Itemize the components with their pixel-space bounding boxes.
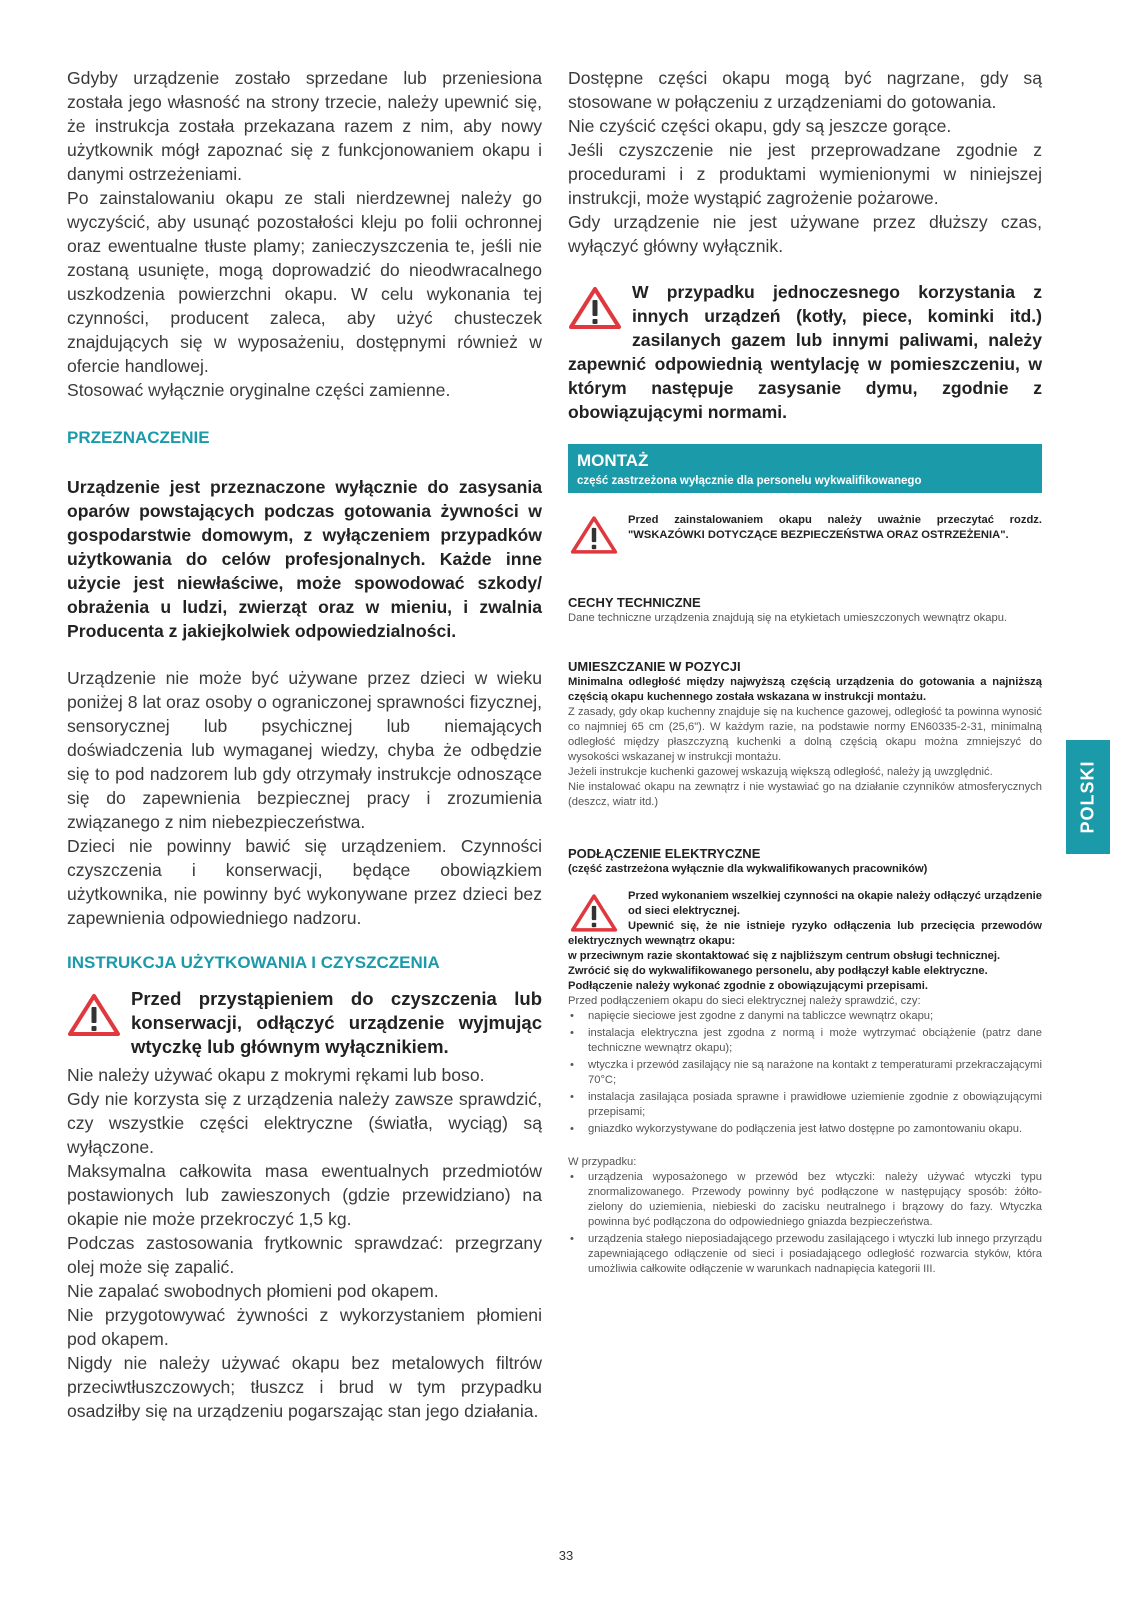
right-column xyxy=(568,66,1042,1279)
instruction-line: Podczas zastosowania frytkownic sprawdzać: przegrzany olej może się zapalić. xyxy=(67,1233,542,1277)
language-tab-label: POLSKI xyxy=(1077,760,1098,834)
list-item: • urządzenia stałego nieposiadającego przewodu zasilającego i wtyczki lub innego przyrządu zapewniającego odłączenie od sieci i posiadającego odległość rozwarcia styków, która umożliwia całkowite odłączenie w warunkach nadnapięcia kategorii III. xyxy=(588,1232,1042,1277)
warning-triangle-icon xyxy=(568,286,622,330)
warning-text-read: Przed zainstalowaniem okapu należy uważnie przeczytać rozdz. "WSKAZÓWKI DOTYCZĄCE BEZPIECZEŃSTWA ORAZ OSTRZEŻENIA". xyxy=(628,514,1042,541)
paragraph-cleaning-steel: Po zainstalowaniu okapu ze stali nierdzewnej należy go wyczyścić, aby usunąć pozostałości kleju po folii ochronnej oraz ewentualne tłuste plamy; zanieczyszczenia te, jeśli nie zostaną usunięte, mogą doprowadzić do nieodwracalnego uszkodzenia powierzchni okapu. W celu wykonania tej czynności, producent zaleca, aby użyć chusteczek znajdujących się w wyposażeniu, dostępnymi również w ofercie handlowej. xyxy=(67,188,542,376)
warning-electric-line: Przed wykonaniem wszelkiej czynności na okapie należy odłączyć urządzenie od sieci elektrycznej. xyxy=(628,890,1042,917)
list-item: • instalacja zasilająca posiada sprawne i prawidłowe uziemienie zgodnie z obowiązującymi przepisami; xyxy=(588,1090,1042,1120)
right-line: Dostępne części okapu mogą być nagrzane, gdy są stosowane w połączeniu z urządzeniami do gotowania. xyxy=(568,68,1042,112)
list-item: • urządzenia wyposażonego w przewód bez wtyczki: należy używać wtyczki typu znormalizowanego. Przewody powinny być podłączone w następujący sposób: żółto-zielony do uziemienia, niebieski do zacisku neutralnego i brązowy do fazy. Wtyczka powinna być podłączona do odpowiedniego gniazda bezpieczeństwa. xyxy=(588,1170,1042,1230)
warning-triangle-icon xyxy=(570,893,618,933)
instruction-line: Nigdy nie należy używać okapu bez metalowych filtrów przeciwtłuszczowych; tłuszcz i brud w tym przypadku osadziłby się na urządzeniu pogarszając stan jego działania. xyxy=(67,1353,542,1421)
paragraph-case-intro: W przypadku: xyxy=(568,1156,637,1168)
instruction-line: Nie przygotowywać żywności z wykorzystaniem płomieni pod okapem. xyxy=(67,1305,542,1349)
paragraph-umieszczanie-2: Jeżeli instrukcje kuchenki gazowej wskazują większą odległość, należy ją uwzględnić. xyxy=(568,766,993,778)
paragraph-check-intro: Przed podłączeniem okapu do sieci elektrycznej należy sprawdzić, czy: xyxy=(568,995,921,1007)
paragraph-umieszczanie-1: Z zasady, gdy okap kuchenny znajduje się na kuchence gazowej, odległość ta powinna wynosić co najmniej 65 cm (25,6"). W każdym razie, na podstawie normy EN60335-2-31, minimalną odległość między płaszczyzną kuchenki a dolną częścią okapu można zmniejszyć do wysokości wskazanej w instrukcji montażu. xyxy=(568,706,1042,763)
instruction-line: Maksymalna całkowita masa ewentualnych przedmiotów postawionych lub zawieszonych (gdzie przewidziano) na okapie nie może przekroczyć 1,5 kg. xyxy=(67,1161,542,1229)
list-item: • napięcie sieciowe jest zgodne z danymi na tabliczce wewnątrz okapu; xyxy=(588,1009,1042,1024)
instruction-line: Gdy nie korzysta się z urządzenia należy zawsze sprawdzić, czy wszystkie części elektryczne (światła, wyciąg) są wyłączone. xyxy=(67,1089,542,1157)
warning-block-gas xyxy=(568,280,1042,424)
paragraph-children-play: Dzieci nie powinny bawić się urządzeniem. Czynności czyszczenia i konserwacji, będące obowiązkiem użytkownika, nie powinny być wykonywane przez dzieci bez zapewnienia odpowiedniego nadzoru. xyxy=(67,836,542,928)
paragraph-umieszczanie-3: Nie instalować okapu na zewnątrz i nie wystawiać go na działanie czynników atmosferycznych (deszcz, wiatr itd.) xyxy=(568,781,1042,808)
warning-block-read xyxy=(568,511,1042,555)
heading-podlaczenie: PODŁĄCZENIE ELEKTRYCZNE xyxy=(568,846,761,861)
warning-electric-line: w przeciwnym razie skontaktować się z najbliższym centrum obsługi technicznej. xyxy=(568,950,1001,962)
montaz-title: MONTAŻ xyxy=(577,451,649,470)
check-list xyxy=(568,1009,1042,1137)
right-line: Nie czyścić części okapu, gdy są jeszcze gorące. xyxy=(568,116,952,136)
warning-electric-line: Podłączenie należy wykonać zgodnie z obowiązującymi przepisami. xyxy=(568,980,928,992)
instruction-line: Nie należy używać okapu z mokrymi rękami lub boso. xyxy=(67,1065,485,1085)
list-item: • instalacja elektryczna jest zgodna z normą i może wytrzymać obciążenie (patrz dane techniczne wewnątrz okapu); xyxy=(588,1026,1042,1056)
warning-triangle-icon xyxy=(570,515,618,555)
warning-block-electric xyxy=(568,889,1042,994)
instruction-line: Nie zapalać swobodnych płomieni pod okapem. xyxy=(67,1281,439,1301)
warning-electric-line: Zwrócić się do wykwalifikowanego personelu, aby podłączył kable elektryczne. xyxy=(568,965,988,977)
paragraph-intended-use: Urządzenie jest przeznaczone wyłącznie do zasysania oparów powstających podczas gotowania żywności w gospodarstwie domowym, z wyłączeniem przypadków użytkowania do celów profesjonalnych. Każde inne użycie jest niewłaściwe, może spowodować szkody/ obrażenia u ludzi, zwierząt oraz w mieniu, i zwalnia Producenta z jakiejkolwiek odpowiedzialności. xyxy=(67,477,542,641)
left-column xyxy=(67,66,542,1423)
warning-block-cleaning xyxy=(67,987,542,1059)
warning-text-cleaning: Przed przystąpieniem do czyszczenia lub konserwacji, odłączyć urządzenie wyjmując wtyczkę lub głównym wyłącznikiem. xyxy=(131,988,542,1057)
warning-triangle-icon xyxy=(67,993,121,1037)
montaz-banner xyxy=(568,444,1042,493)
case-list xyxy=(568,1170,1042,1277)
paragraph-spare-parts: Stosować wyłącznie oryginalne części zamienne. xyxy=(67,380,451,400)
montaz-subtitle: część zastrzeżona wyłącznie dla personelu wykwalifikowanego xyxy=(577,475,922,487)
warning-electric-line: Upewnić się, że nie istnieje ryzyko odłączenia lub przecięcia przewodów elektrycznych wewnątrz okapu: xyxy=(568,920,1042,947)
heading-umieszczanie: UMIESZCZANIE W POZYCJI xyxy=(568,659,741,674)
heading-cechy: CECHY TECHNICZNE xyxy=(568,595,701,610)
paragraph-children: Urządzenie nie może być używane przez dzieci w wieku poniżej 8 lat oraz osoby o ograniczonej sprawności fizycznej, sensorycznej lub psychicznej lub niemających doświadczenia lub wymaganej wiedzy, chyba że odbędzie się to pod nadzorem lub gdy otrzymały instrukcje odnoszące się do zapewnienia bezpiecznej pracy i zrozumienia związanego z nim niebezpieczeństwa. xyxy=(67,668,542,832)
paragraph-cechy: Dane techniczne urządzenia znajdują się na etykietach umieszczonych wewnątrz okapu. xyxy=(568,612,1008,624)
page-number: 33 xyxy=(558,1548,574,1563)
right-line: Jeśli czyszczenie nie jest przeprowadzane zgodnie z procedurami i z produktami wymienionymi w niniejszej instrukcji, może wystąpić zagrożenie pożarowe. xyxy=(568,140,1042,208)
warning-text-gas: W przypadku jednoczesnego korzystania z innych urządzeń (kotły, piece, kominki itd.) zasilanych gazem lub innymi paliwami, należy zapewnić odpowiednią wentylację w pomieszczeniu, w którym następuje zasysanie dymu, zgodnie z obowiązującymi normami. xyxy=(568,282,1042,422)
heading-instrukcja: INSTRUKCJA UŻYTKOWANIA I CZYSZCZENIA xyxy=(67,953,440,972)
list-item: • wtyczka i przewód zasilający nie są narażone na kontakt z temperaturami przekraczającymi 70°C; xyxy=(588,1058,1042,1088)
language-tab xyxy=(1066,740,1110,854)
paragraph-umieszczanie-bold: Minimalna odległość między najwyższą częścią urządzenia do gotowania a najniższą częścią okapu kuchennego została wskazana w instrukcji montażu. xyxy=(568,676,1042,703)
usage-instructions xyxy=(67,1063,542,1423)
paragraph-resale: Gdyby urządzenie zostało sprzedane lub przeniesiona została jego własność na strony trzecie, należy upewnić się, że instrukcja została przekazana razem z nim, aby nowy użytkownik mógł zapoznać się z funkcjonowaniem okapu i danymi ostrzeżeniami. xyxy=(67,68,542,184)
right-line: Gdy urządzenie nie jest używane przez dłuższy czas, wyłączyć główny wyłącznik. xyxy=(568,212,1042,256)
subheading-podlaczenie: (część zastrzeżona wyłącznie dla wykwalifikowanych pracowników) xyxy=(568,863,928,875)
heading-przeznaczenie: PRZEZNACZENIE xyxy=(67,428,210,447)
list-item: • gniazdko wykorzystywane do podłączenia jest łatwo dostępne po zamontowaniu okapu. xyxy=(588,1122,1042,1137)
